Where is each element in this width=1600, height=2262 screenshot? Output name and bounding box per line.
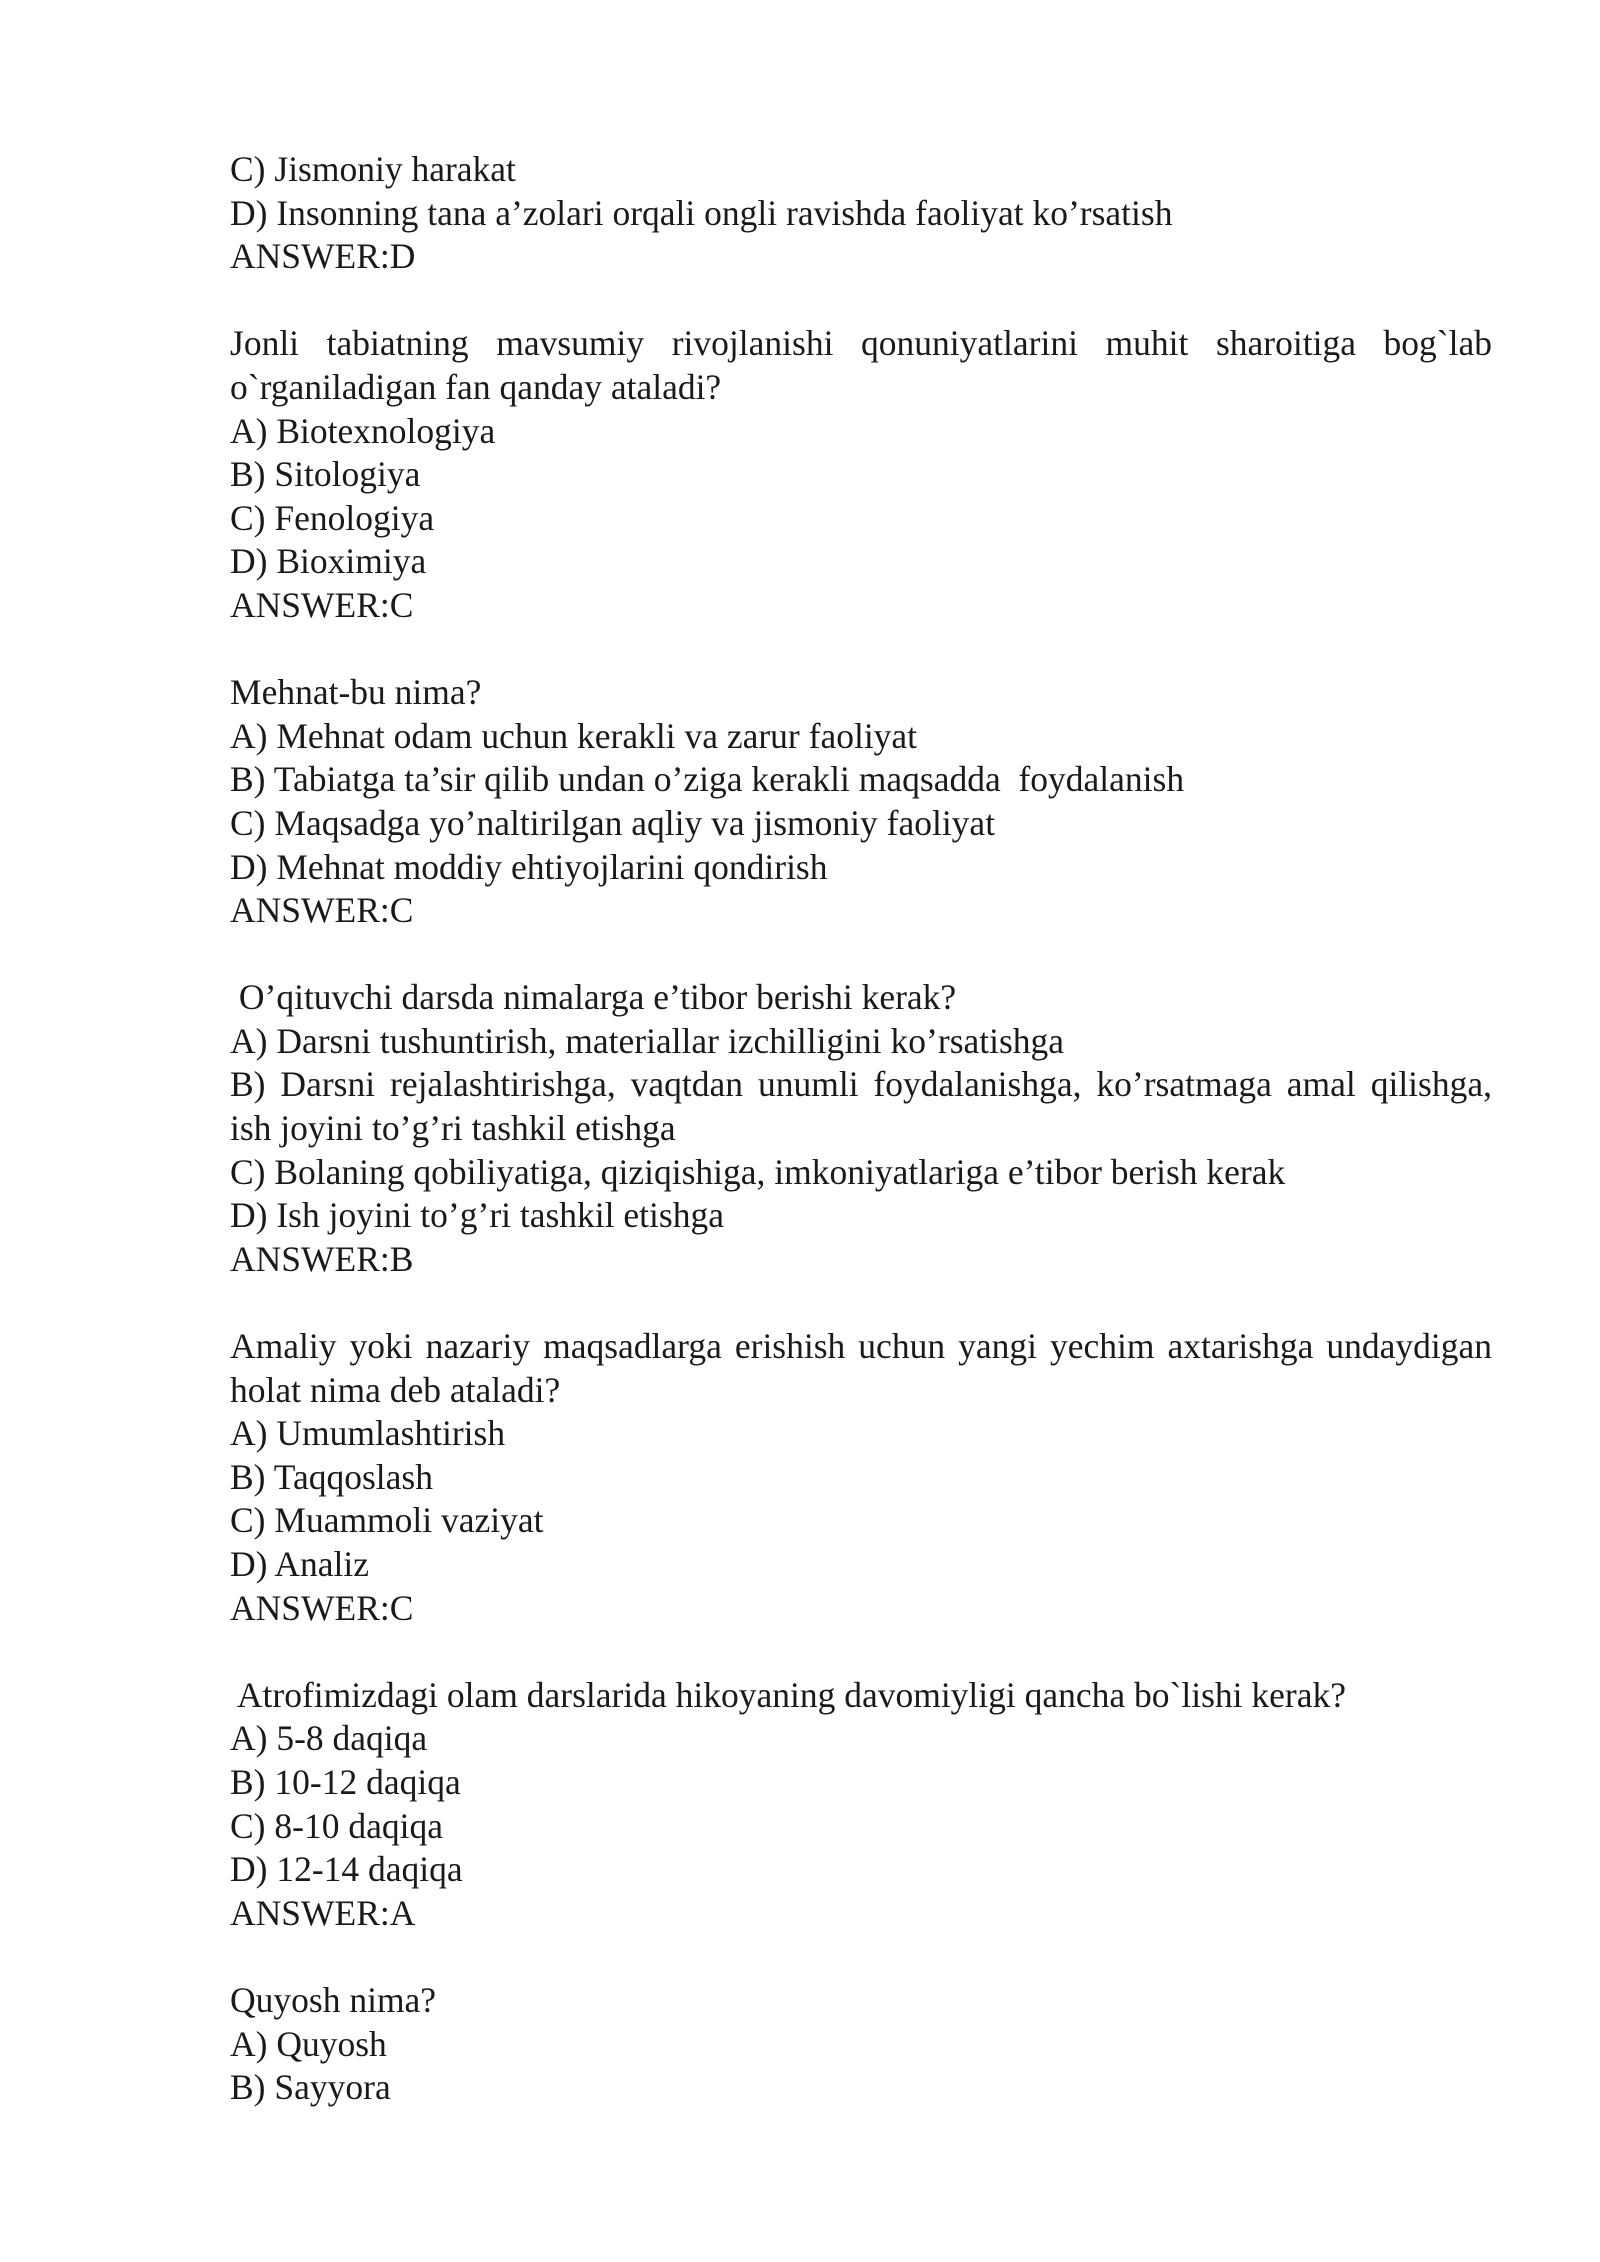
- question-text: Atrofimizdagi olam darslarida hikoyaning davomiyligi qancha bo`lishi kerak?: [230, 1674, 1346, 1715]
- option-a: A) Biotexnologiya: [230, 410, 496, 451]
- option-b: B) Darsni rejalashtirishga, vaqtdan unumli foydalanishga, ko’rsatmaga amal qilishga, ish joyini to’g’ri tashkil etishga: [230, 1064, 1492, 1149]
- option-d: D) Insonning tana a’zolari orqali ongli ravishda faoliyat ko’rsatish: [230, 192, 1173, 233]
- question-block: [230, 976, 1492, 1281]
- option-b: B) 10-12 daqiqa: [230, 1761, 461, 1802]
- question-text: Amaliy yoki nazariy maqsadlarga erishish uchun yangi yechim axtarishga undaydigan holat nima deb ataladi?: [230, 1326, 1492, 1410]
- option-c: C) Muammoli vaziyat: [230, 1500, 544, 1541]
- question-text: Jonli tabiatning mavsumiy rivojlanishi qonuniyatlarini muhit sharoitiga bog`lab o`rganiladigan fan qanday ataladi?: [230, 323, 1492, 407]
- option-a: A) Darsni tushuntirish, materiallar izchilligini ko’rsatishga: [230, 1020, 1065, 1061]
- question-block: [230, 1325, 1492, 1630]
- option-a: A) Quyosh: [230, 2023, 387, 2064]
- option-d: D) Bioximiya: [230, 541, 427, 582]
- document-page: [230, 148, 1492, 2110]
- answer: ANSWER:C: [230, 1587, 414, 1628]
- question-block: [230, 322, 1492, 627]
- option-c: C) Jismoniy harakat: [230, 149, 516, 189]
- question-text: Quyosh nima?: [230, 1979, 437, 2020]
- option-b: B) Sayyora: [230, 2067, 391, 2108]
- question-tail: [230, 148, 1492, 279]
- option-b: B) Tabiatga ta’sir qilib undan o’ziga kerakli maqsadda foydalanish: [230, 759, 1185, 800]
- question-block: [230, 1979, 1492, 2110]
- option-c: C) Fenologiya: [230, 497, 435, 538]
- option-d: D) Mehnat moddiy ehtiyojlarini qondirish: [230, 846, 828, 887]
- option-d: D) 12-14 daqiqa: [230, 1849, 463, 1890]
- option-a: A) Mehnat odam uchun kerakli va zarur faoliyat: [230, 715, 918, 756]
- answer: ANSWER:C: [230, 890, 414, 931]
- option-a: A) 5-8 daqiqa: [230, 1718, 428, 1759]
- question-block: [230, 671, 1492, 933]
- option-c: C) Maqsadga yo’naltirilgan aqliy va jismoniy faoliyat: [230, 802, 996, 843]
- option-a: A) Umumlashtirish: [230, 1413, 506, 1454]
- option-d: D) Analiz: [230, 1544, 370, 1584]
- option-c: C) Bolaning qobiliyatiga, qiziqishiga, imkoniyatlariga e’tibor berish kerak: [230, 1151, 1286, 1192]
- option-b: B) Taqqoslash: [230, 1456, 433, 1497]
- answer: ANSWER:D: [230, 236, 416, 277]
- answer: ANSWER:A: [230, 1892, 416, 1933]
- option-b: B) Sitologiya: [230, 454, 421, 495]
- answer: ANSWER:B: [230, 1238, 414, 1279]
- question-block: [230, 1674, 1492, 1936]
- question-text: O’qituvchi darsda nimalarga e’tibor berishi kerak?: [230, 977, 957, 1018]
- option-d: D) Ish joyini to’g’ri tashkil etishga: [230, 1195, 724, 1236]
- option-c: C) 8-10 daqiqa: [230, 1805, 443, 1846]
- question-text: Mehnat-bu nima?: [230, 672, 482, 713]
- answer: ANSWER:C: [230, 584, 414, 625]
